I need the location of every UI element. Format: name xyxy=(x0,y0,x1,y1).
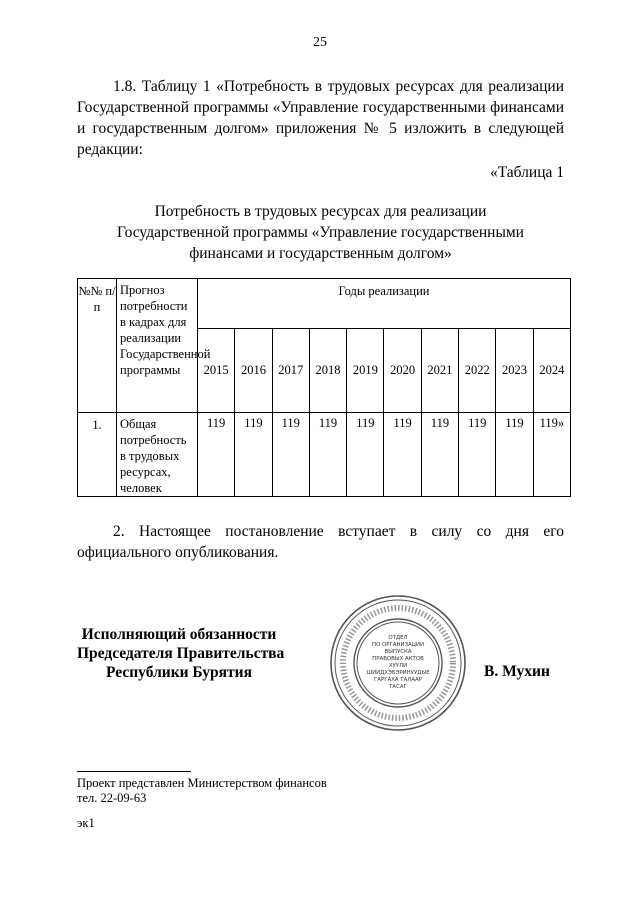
seal-text-line: ХУУЛИ xyxy=(388,663,408,670)
table-cell: 119» xyxy=(533,413,570,497)
seal-text-line: ШИИДХЭБЭРИНУУДЫЕ xyxy=(366,670,430,677)
year-header: 2023 xyxy=(496,329,533,413)
table-header-row xyxy=(78,279,571,329)
year-header: 2024 xyxy=(533,329,570,413)
table-reference: «Таблица 1 xyxy=(489,164,564,181)
table-cell: 119 xyxy=(235,413,272,497)
table-cell: 119 xyxy=(421,413,458,497)
effective-date-paragraph: 2. Настоящее постановление вступает в силу со дня его официального опубликования. xyxy=(77,523,564,561)
signatory-title xyxy=(77,625,285,682)
signatory-line: Республики Бурятия xyxy=(106,664,252,681)
official-seal xyxy=(326,593,470,733)
signatory-line: Председателя Правительства xyxy=(77,645,285,662)
footnote-prepared-by: Проект представлен Министерством финансов xyxy=(77,776,327,790)
forecast-header-text: Прогноз потребности в кадрах для реализации Государственной программы xyxy=(120,283,211,377)
signatory-line: Исполняющий обязанности xyxy=(81,626,277,643)
table-cell: 119 xyxy=(496,413,533,497)
table-title-line: Потребность в трудовых ресурсах для реализации xyxy=(154,203,487,220)
table-cell: 119 xyxy=(272,413,309,497)
table-cell: 119 xyxy=(347,413,384,497)
year-header: 2022 xyxy=(459,329,496,413)
year-header: 2015 xyxy=(198,329,235,413)
column-header-forecast xyxy=(117,279,211,413)
table-cell: 119 xyxy=(309,413,346,497)
table-cell: 119 xyxy=(459,413,496,497)
years-header: Годы реализации xyxy=(198,279,571,329)
footnote-divider xyxy=(77,771,191,772)
table-title xyxy=(77,201,564,264)
seal-text-line: ПО ОРГАНИЗАЦИИ xyxy=(372,642,424,649)
seal-text-line: ГАРГАХА ТАЛААР xyxy=(374,677,422,684)
seal-text-line: ВЫПУСКА xyxy=(384,649,412,656)
signatory-name: В. Мухин xyxy=(484,663,550,680)
year-header: 2018 xyxy=(309,329,346,413)
column-header-number: №№ п/п xyxy=(78,279,117,413)
table-cell: 119 xyxy=(198,413,235,497)
year-header: 2017 xyxy=(272,329,309,413)
labor-requirements-table xyxy=(77,278,571,497)
seal-text-line: ОТДЕЛ xyxy=(388,635,408,642)
table-cell: 119 xyxy=(384,413,421,497)
row-number: 1. xyxy=(78,413,117,497)
year-header: 2021 xyxy=(421,329,458,413)
footnote-code: эк1 xyxy=(77,816,95,830)
year-header: 2020 xyxy=(384,329,421,413)
seal-text-line: ПРАВОВЫХ АКТОВ xyxy=(372,656,424,663)
table-row xyxy=(78,413,571,497)
seal-text-line: ТАСАГ xyxy=(389,684,407,691)
table-title-line: Государственной программы «Управление государственными xyxy=(117,224,524,241)
page-number: 25 xyxy=(313,35,327,50)
footnote-phone: тел. 22-09-63 xyxy=(77,791,147,805)
table-title-line: финансами и государственным долгом» xyxy=(189,245,452,262)
row-label: Общая потребность в трудовых ресурсах, человек xyxy=(117,413,198,497)
amendment-paragraph: 1.8. Таблицу 1 «Потребность в трудовых ресурсах для реализации Государственной программы «Управление государственными финансами и государственным долгом» приложения № 5 изложить в следующей редакции: xyxy=(77,78,564,158)
year-header: 2019 xyxy=(347,329,384,413)
year-header: 2016 xyxy=(235,329,272,413)
